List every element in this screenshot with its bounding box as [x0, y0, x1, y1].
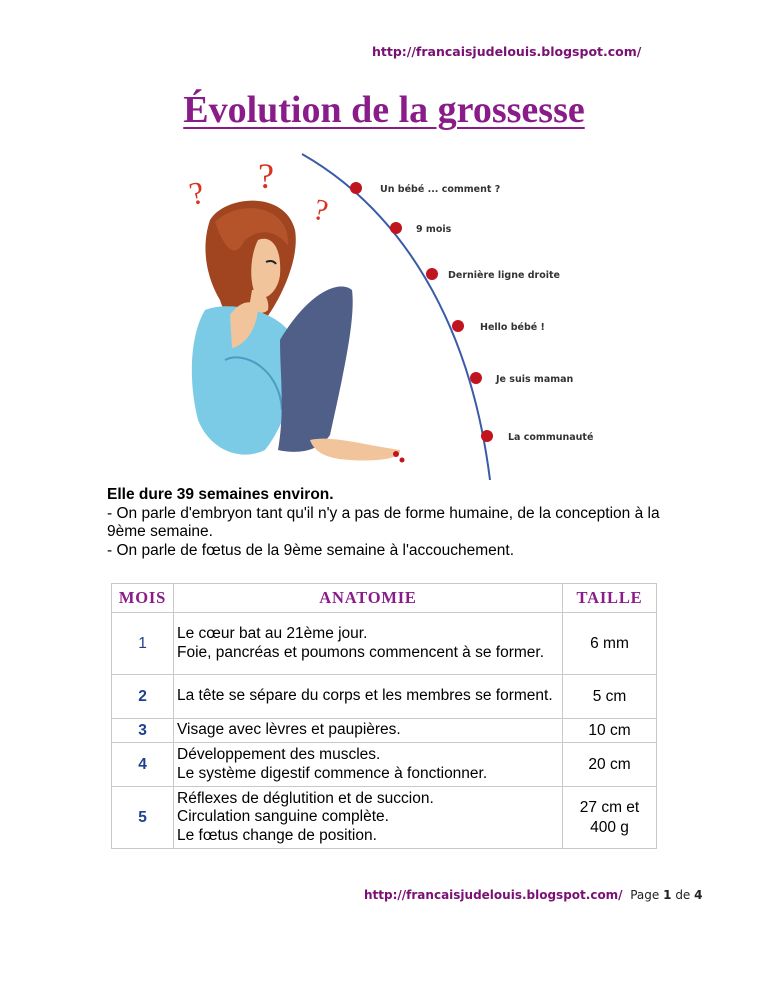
- timeline-bead: [470, 372, 482, 384]
- question-mark: ?: [258, 156, 274, 196]
- question-mark: ?: [185, 173, 208, 212]
- table-row: [112, 719, 657, 743]
- intro-foetus: - On parle de fœtus de la 9ème semaine à l'accouchement.: [107, 541, 515, 559]
- intro-text: [107, 486, 667, 560]
- timeline-label: Dernière ligne droite: [448, 270, 560, 281]
- pregnancy-illustration: [170, 150, 610, 480]
- anatomy-line: Le cœur bat au 21ème jour.: [177, 625, 368, 642]
- timeline-bead: [350, 182, 362, 194]
- anatomy-cell: [174, 613, 563, 675]
- footer-page-word: Page: [630, 888, 660, 902]
- anatomy-line: Réflexes de déglutition et de succion.: [177, 789, 434, 807]
- anatomy-cell: [174, 787, 563, 849]
- footer-url[interactable]: http://francaisjudelouis.blogspot.com/: [364, 888, 623, 902]
- month-number: 5: [112, 787, 174, 849]
- month-number: 3: [112, 719, 174, 743]
- anatomy-line: Développement des muscles.: [177, 746, 381, 763]
- month-number: 1: [112, 613, 174, 675]
- timeline-label: Un bébé ... comment ?: [380, 184, 501, 195]
- footer-page-total: 4: [694, 888, 703, 902]
- anatomy-line: Le système digestif commence à fonctionner.: [177, 764, 488, 782]
- anatomy-line: La tête se sépare du corps et les membres se forment.: [177, 687, 553, 705]
- timeline-bead: [452, 320, 464, 332]
- page-footer: [364, 888, 703, 902]
- timeline-label: Hello bébé !: [480, 322, 545, 333]
- question-mark: ?: [310, 192, 332, 229]
- table-row: [112, 675, 657, 719]
- footer-page-info: [626, 888, 702, 902]
- timeline-label: 9 mois: [416, 224, 452, 235]
- anatomy-line: Foie, pancréas et poumons commencent à se former.: [177, 643, 545, 661]
- header-taille: TAILLE: [563, 584, 657, 613]
- header-anatomie: ANATOMIE: [174, 584, 563, 613]
- anatomy-cell: [174, 743, 563, 787]
- table-row: [112, 613, 657, 675]
- timeline: [350, 182, 593, 443]
- timeline-bead: [426, 268, 438, 280]
- anatomy-cell: [174, 675, 563, 719]
- woman-figure: [192, 201, 405, 463]
- timeline-bead: [481, 430, 493, 442]
- table-row: [112, 787, 657, 849]
- anatomy-line: Le fœtus change de position.: [177, 826, 377, 844]
- anatomy-line: Visage avec lèvres et paupières.: [177, 721, 401, 739]
- footer-page-number: 1: [663, 888, 672, 902]
- size-cell: 20 cm: [563, 743, 657, 787]
- size-cell: 27 cm et 400 g: [563, 787, 657, 849]
- size-cell: 10 cm: [563, 719, 657, 743]
- footer-of-word: de: [675, 888, 691, 902]
- header-url[interactable]: http://francaisjudelouis.blogspot.com/: [372, 44, 642, 59]
- table-header-row: [112, 584, 657, 613]
- page-title: Évolution de la grossesse: [183, 89, 585, 131]
- growth-table: [111, 583, 657, 849]
- timeline-label: Je suis maman: [496, 374, 574, 385]
- size-cell: 6 mm: [563, 613, 657, 675]
- size-cell: 5 cm: [563, 675, 657, 719]
- month-number: 2: [112, 675, 174, 719]
- anatomy-line: Circulation sanguine complète.: [177, 808, 389, 826]
- timeline-label: La communauté: [508, 432, 594, 443]
- anatomy-cell: [174, 719, 563, 743]
- timeline-bead: [390, 222, 402, 234]
- intro-embryon: - On parle d'embryon tant qu'il n'y a pas de forme humaine, de la conception à la 9ème semaine.: [107, 504, 660, 540]
- month-number: 4: [112, 743, 174, 787]
- header-mois: MOIS: [112, 584, 174, 613]
- intro-duration: Elle dure 39 semaines environ.: [107, 486, 334, 503]
- table-row: [112, 743, 657, 787]
